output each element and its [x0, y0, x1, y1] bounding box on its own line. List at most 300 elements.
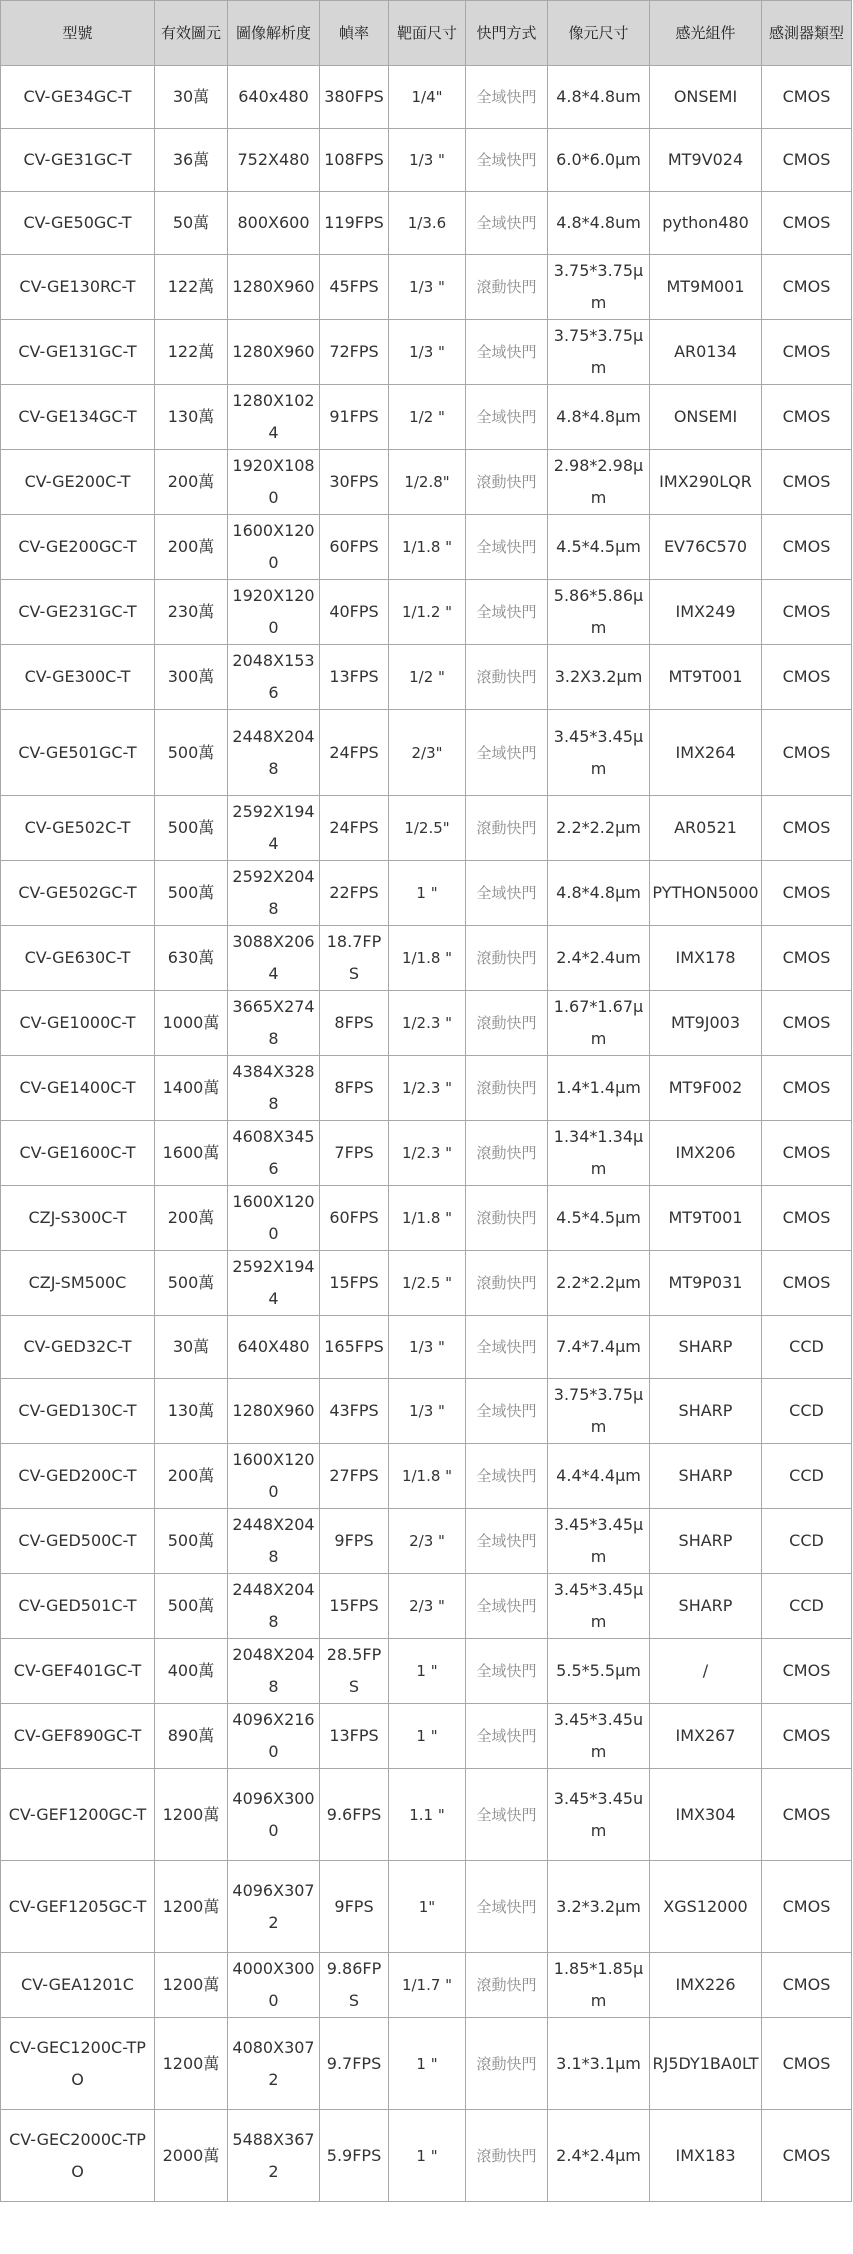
cell-sensor-type: CCD: [762, 1509, 852, 1574]
cell-sensor-format: 1/2.3 ": [389, 1121, 466, 1186]
cell-sensor: python480: [650, 192, 762, 255]
table-row: [1, 1056, 852, 1121]
cell-pixel-size: 1.34*1.34μm: [548, 1121, 650, 1186]
cell-pixels: 200萬: [155, 450, 228, 515]
cell-resolution: 4096X2160: [228, 1704, 320, 1769]
table-row: [1, 255, 852, 320]
cell-frame-rate: 108FPS: [320, 129, 389, 192]
cell-shutter: 滾動快門: [466, 1186, 548, 1251]
cell-sensor-format: 1 ": [389, 861, 466, 926]
cell-sensor: IMX249: [650, 580, 762, 645]
cell-model: CV-GEF1205GC-T: [1, 1861, 155, 1953]
cell-frame-rate: 72FPS: [320, 320, 389, 385]
cell-frame-rate: 60FPS: [320, 515, 389, 580]
cell-pixels: 500萬: [155, 1251, 228, 1316]
cell-shutter: 滾動快門: [466, 255, 548, 320]
cell-sensor: ONSEMI: [650, 66, 762, 129]
cell-sensor: MT9T001: [650, 645, 762, 710]
cell-sensor-format: 1/1.8 ": [389, 926, 466, 991]
cell-resolution: 2448X2048: [228, 1509, 320, 1574]
table-row: [1, 2018, 852, 2110]
cell-shutter: 全域快門: [466, 580, 548, 645]
cell-pixels: 400萬: [155, 1639, 228, 1704]
cell-sensor-type: CMOS: [762, 1953, 852, 2018]
table-body: [1, 66, 852, 2202]
cell-frame-rate: 22FPS: [320, 861, 389, 926]
cell-resolution: 2048X2048: [228, 1639, 320, 1704]
cell-sensor: MT9M001: [650, 255, 762, 320]
cell-shutter: 滾動快門: [466, 2018, 548, 2110]
cell-sensor: SHARP: [650, 1316, 762, 1379]
cell-sensor-format: 1/2.8": [389, 450, 466, 515]
cell-model: CV-GE502C-T: [1, 796, 155, 861]
cell-pixels: 500萬: [155, 710, 228, 796]
cell-resolution: 1920X1200: [228, 580, 320, 645]
cell-shutter: 全域快門: [466, 1316, 548, 1379]
cell-pixels: 122萬: [155, 255, 228, 320]
cell-model: CV-GEF890GC-T: [1, 1704, 155, 1769]
cell-pixels: 50萬: [155, 192, 228, 255]
cell-shutter: 全域快門: [466, 1509, 548, 1574]
cell-sensor-type: CMOS: [762, 861, 852, 926]
cell-pixel-size: 3.45*3.45μm: [548, 710, 650, 796]
cell-sensor-format: 1/4": [389, 66, 466, 129]
cell-pixels: 2000萬: [155, 2110, 228, 2202]
cell-frame-rate: 8FPS: [320, 1056, 389, 1121]
cell-pixels: 1400萬: [155, 1056, 228, 1121]
cell-sensor-format: 1/3.6: [389, 192, 466, 255]
cell-sensor: MT9F002: [650, 1056, 762, 1121]
table-row: [1, 710, 852, 796]
cell-pixel-size: 4.8*4.8um: [548, 192, 650, 255]
cell-frame-rate: 13FPS: [320, 645, 389, 710]
cell-resolution: 1600X1200: [228, 1444, 320, 1509]
cell-model: CV-GE1000C-T: [1, 991, 155, 1056]
cell-sensor-type: CMOS: [762, 66, 852, 129]
cell-pixel-size: 4.8*4.8μm: [548, 861, 650, 926]
cell-pixels: 130萬: [155, 385, 228, 450]
cell-model: CV-GED200C-T: [1, 1444, 155, 1509]
table-row: [1, 580, 852, 645]
cell-resolution: 1600X1200: [228, 1186, 320, 1251]
cell-resolution: 4384X3288: [228, 1056, 320, 1121]
cell-resolution: 2592X1944: [228, 796, 320, 861]
cell-frame-rate: 9.6FPS: [320, 1769, 389, 1861]
cell-resolution: 3088X2064: [228, 926, 320, 991]
cell-resolution: 3665X2748: [228, 991, 320, 1056]
cell-shutter: 全域快門: [466, 710, 548, 796]
cell-sensor-format: 1 ": [389, 1639, 466, 1704]
cell-frame-rate: 91FPS: [320, 385, 389, 450]
cell-pixel-size: 1.67*1.67μm: [548, 991, 650, 1056]
cell-pixel-size: 4.5*4.5μm: [548, 515, 650, 580]
cell-sensor-format: 1.1 ": [389, 1769, 466, 1861]
cell-sensor-type: CMOS: [762, 926, 852, 991]
cell-sensor-format: 1/2.5": [389, 796, 466, 861]
cell-model: CV-GED500C-T: [1, 1509, 155, 1574]
cell-frame-rate: 9FPS: [320, 1509, 389, 1574]
cell-sensor: XGS12000: [650, 1861, 762, 1953]
cell-shutter: 滾動快門: [466, 450, 548, 515]
cell-sensor-format: 1/2.3 ": [389, 1056, 466, 1121]
table-row: [1, 796, 852, 861]
table-header: [1, 1, 852, 66]
table-row: [1, 1769, 852, 1861]
cell-pixels: 1200萬: [155, 1769, 228, 1861]
cell-sensor-format: 1 ": [389, 2018, 466, 2110]
cell-sensor: MT9V024: [650, 129, 762, 192]
table-row: [1, 1251, 852, 1316]
cell-sensor-format: 1/2.5 ": [389, 1251, 466, 1316]
cell-shutter: 全域快門: [466, 515, 548, 580]
cell-shutter: 滾動快門: [466, 1953, 548, 2018]
cell-shutter: 全域快門: [466, 66, 548, 129]
cell-sensor-format: 1/1.8 ": [389, 1444, 466, 1509]
cell-sensor-type: CMOS: [762, 1186, 852, 1251]
cell-frame-rate: 119FPS: [320, 192, 389, 255]
cell-sensor: SHARP: [650, 1509, 762, 1574]
cell-model: CV-GEC1200C-TPO: [1, 2018, 155, 2110]
cell-model: CV-GEA1201C: [1, 1953, 155, 2018]
cell-pixel-size: 2.2*2.2μm: [548, 1251, 650, 1316]
cell-shutter: 滾動快門: [466, 1251, 548, 1316]
header-model: 型號: [1, 1, 155, 66]
cell-sensor-format: 1/1.7 ": [389, 1953, 466, 2018]
cell-shutter: 全域快門: [466, 1444, 548, 1509]
cell-shutter: 全域快門: [466, 1704, 548, 1769]
cell-sensor: IMX264: [650, 710, 762, 796]
cell-model: CV-GEF1200GC-T: [1, 1769, 155, 1861]
header-shutter: 快門方式: [466, 1, 548, 66]
cell-model: CV-GE501GC-T: [1, 710, 155, 796]
cell-sensor-type: CCD: [762, 1444, 852, 1509]
cell-pixel-size: 3.75*3.75μm: [548, 255, 650, 320]
cell-frame-rate: 9FPS: [320, 1861, 389, 1953]
cell-shutter: 滾動快門: [466, 1121, 548, 1186]
cell-sensor-format: 1/2.3 ": [389, 991, 466, 1056]
cell-pixel-size: 2.4*2.4μm: [548, 2110, 650, 2202]
cell-model: CV-GED130C-T: [1, 1379, 155, 1444]
cell-sensor-type: CMOS: [762, 645, 852, 710]
cell-pixel-size: 4.5*4.5μm: [548, 1186, 650, 1251]
cell-pixel-size: 3.45*3.45um: [548, 1704, 650, 1769]
cell-sensor-format: 2/3 ": [389, 1509, 466, 1574]
cell-pixel-size: 1.4*1.4μm: [548, 1056, 650, 1121]
cell-pixels: 630萬: [155, 926, 228, 991]
header-pixel-size: 像元尺寸: [548, 1, 650, 66]
cell-shutter: 滾動快門: [466, 1056, 548, 1121]
table-row: [1, 129, 852, 192]
cell-sensor-type: CMOS: [762, 515, 852, 580]
cell-resolution: 640X480: [228, 1316, 320, 1379]
cell-model: CV-GE231GC-T: [1, 580, 155, 645]
cell-resolution: 2048X1536: [228, 645, 320, 710]
cell-frame-rate: 5.9FPS: [320, 2110, 389, 2202]
cell-sensor-format: 2/3 ": [389, 1574, 466, 1639]
cell-resolution: 752X480: [228, 129, 320, 192]
cell-shutter: 全域快門: [466, 1574, 548, 1639]
header-row: [1, 1, 852, 66]
header-resolution: 圖像解析度: [228, 1, 320, 66]
cell-pixel-size: 4.8*4.8μm: [548, 385, 650, 450]
cell-pixels: 36萬: [155, 129, 228, 192]
cell-model: CV-GE31GC-T: [1, 129, 155, 192]
cell-resolution: 4000X3000: [228, 1953, 320, 2018]
cell-resolution: 4096X3072: [228, 1861, 320, 1953]
table-row: [1, 385, 852, 450]
cell-sensor-format: 1/2 ": [389, 385, 466, 450]
cell-frame-rate: 15FPS: [320, 1251, 389, 1316]
cell-sensor-type: CMOS: [762, 192, 852, 255]
cell-model: CV-GE1600C-T: [1, 1121, 155, 1186]
cell-frame-rate: 40FPS: [320, 580, 389, 645]
cell-frame-rate: 60FPS: [320, 1186, 389, 1251]
cell-frame-rate: 18.7FPS: [320, 926, 389, 991]
cell-pixel-size: 3.45*3.45um: [548, 1769, 650, 1861]
cell-model: CV-GED32C-T: [1, 1316, 155, 1379]
cell-shutter: 全域快門: [466, 1861, 548, 1953]
cell-sensor: SHARP: [650, 1379, 762, 1444]
cell-pixels: 1600萬: [155, 1121, 228, 1186]
cell-pixels: 122萬: [155, 320, 228, 385]
table-row: [1, 2110, 852, 2202]
cell-sensor-format: 2/3": [389, 710, 466, 796]
cell-sensor: SHARP: [650, 1444, 762, 1509]
cell-sensor: AR0134: [650, 320, 762, 385]
cell-sensor: SHARP: [650, 1574, 762, 1639]
cell-sensor: MT9P031: [650, 1251, 762, 1316]
table-row: [1, 1444, 852, 1509]
cell-model: CV-GE502GC-T: [1, 861, 155, 926]
cell-frame-rate: 43FPS: [320, 1379, 389, 1444]
cell-sensor: RJ5DY1BA0LT: [650, 2018, 762, 2110]
cell-pixels: 30萬: [155, 1316, 228, 1379]
cell-frame-rate: 15FPS: [320, 1574, 389, 1639]
cell-pixel-size: 2.98*2.98μm: [548, 450, 650, 515]
cell-frame-rate: 24FPS: [320, 710, 389, 796]
cell-sensor-type: CMOS: [762, 2018, 852, 2110]
cell-frame-rate: 7FPS: [320, 1121, 389, 1186]
cell-resolution: 2592X2048: [228, 861, 320, 926]
cell-pixel-size: 4.8*4.8um: [548, 66, 650, 129]
cell-resolution: 2448X2048: [228, 710, 320, 796]
table-row: [1, 1121, 852, 1186]
cell-sensor-format: 1/1.8 ": [389, 515, 466, 580]
cell-resolution: 2592X1944: [228, 1251, 320, 1316]
cell-shutter: 全域快門: [466, 385, 548, 450]
table-row: [1, 1704, 852, 1769]
cell-pixel-size: 3.75*3.75μm: [548, 1379, 650, 1444]
header-frame-rate: 幀率: [320, 1, 389, 66]
table-row: [1, 926, 852, 991]
cell-pixels: 200萬: [155, 1444, 228, 1509]
cell-sensor-format: 1/3 ": [389, 1316, 466, 1379]
cell-model: CV-GE50GC-T: [1, 192, 155, 255]
cell-sensor-type: CMOS: [762, 320, 852, 385]
cell-shutter: 全域快門: [466, 320, 548, 385]
cell-model: CV-GE34GC-T: [1, 66, 155, 129]
cell-shutter: 滾動快門: [466, 991, 548, 1056]
cell-pixels: 30萬: [155, 66, 228, 129]
cell-resolution: 800X600: [228, 192, 320, 255]
cell-model: CZJ-S300C-T: [1, 1186, 155, 1251]
cell-sensor: IMX206: [650, 1121, 762, 1186]
table-row: [1, 1316, 852, 1379]
cell-sensor-format: 1 ": [389, 2110, 466, 2202]
cell-pixel-size: 5.5*5.5μm: [548, 1639, 650, 1704]
cell-pixel-size: 5.86*5.86μm: [548, 580, 650, 645]
cell-pixel-size: 3.1*3.1μm: [548, 2018, 650, 2110]
cell-pixel-size: 3.45*3.45μm: [548, 1509, 650, 1574]
cell-resolution: 5488X3672: [228, 2110, 320, 2202]
table-row: [1, 1379, 852, 1444]
cell-model: CV-GEC2000C-TPO: [1, 2110, 155, 2202]
cell-sensor: PYTHON5000: [650, 861, 762, 926]
cell-pixels: 500萬: [155, 861, 228, 926]
cell-pixel-size: 4.4*4.4μm: [548, 1444, 650, 1509]
cell-sensor: IMX226: [650, 1953, 762, 2018]
cell-frame-rate: 9.7FPS: [320, 2018, 389, 2110]
cell-pixels: 300萬: [155, 645, 228, 710]
cell-sensor-type: CMOS: [762, 796, 852, 861]
cell-sensor-type: CMOS: [762, 385, 852, 450]
cell-sensor: MT9T001: [650, 1186, 762, 1251]
cell-sensor: IMX267: [650, 1704, 762, 1769]
cell-pixel-size: 2.4*2.4um: [548, 926, 650, 991]
cell-pixel-size: 2.2*2.2μm: [548, 796, 650, 861]
header-sensor-type: 感測器類型: [762, 1, 852, 66]
cell-frame-rate: 28.5FPS: [320, 1639, 389, 1704]
cell-sensor-type: CMOS: [762, 1056, 852, 1121]
cell-frame-rate: 380FPS: [320, 66, 389, 129]
cell-pixels: 230萬: [155, 580, 228, 645]
cell-pixel-size: 1.85*1.85μm: [548, 1953, 650, 2018]
cell-sensor-type: CMOS: [762, 1861, 852, 1953]
cell-resolution: 1280X960: [228, 320, 320, 385]
table-row: [1, 1953, 852, 2018]
cell-model: CV-GE200GC-T: [1, 515, 155, 580]
cell-resolution: 1920X1080: [228, 450, 320, 515]
cell-pixels: 1200萬: [155, 1861, 228, 1953]
cell-model: CV-GED501C-T: [1, 1574, 155, 1639]
cell-model: CV-GEF401GC-T: [1, 1639, 155, 1704]
table-row: [1, 645, 852, 710]
cell-sensor-type: CMOS: [762, 580, 852, 645]
cell-pixels: 1200萬: [155, 1953, 228, 2018]
cell-shutter: 滾動快門: [466, 926, 548, 991]
cell-frame-rate: 27FPS: [320, 1444, 389, 1509]
cell-pixels: 500萬: [155, 796, 228, 861]
header-pixels: 有效圖元: [155, 1, 228, 66]
cell-sensor-format: 1/3 ": [389, 1379, 466, 1444]
cell-frame-rate: 30FPS: [320, 450, 389, 515]
cell-model: CV-GE134GC-T: [1, 385, 155, 450]
cell-resolution: 1600X1200: [228, 515, 320, 580]
cell-pixels: 130萬: [155, 1379, 228, 1444]
table-row: [1, 861, 852, 926]
table-row: [1, 1574, 852, 1639]
cell-sensor-format: 1/2 ": [389, 645, 466, 710]
cell-sensor: MT9J003: [650, 991, 762, 1056]
cell-resolution: 4608X3456: [228, 1121, 320, 1186]
cell-sensor-type: CMOS: [762, 129, 852, 192]
cell-sensor-type: CCD: [762, 1379, 852, 1444]
cell-frame-rate: 45FPS: [320, 255, 389, 320]
header-sensor-format: 靶面尺寸: [389, 1, 466, 66]
cell-sensor-type: CMOS: [762, 255, 852, 320]
cell-sensor: EV76C570: [650, 515, 762, 580]
cell-sensor-type: CMOS: [762, 450, 852, 515]
cell-sensor-type: CMOS: [762, 1251, 852, 1316]
cell-sensor-type: CMOS: [762, 1121, 852, 1186]
table-row: [1, 192, 852, 255]
cell-pixels: 500萬: [155, 1574, 228, 1639]
cell-pixel-size: 3.45*3.45μm: [548, 1574, 650, 1639]
cell-frame-rate: 13FPS: [320, 1704, 389, 1769]
cell-sensor: IMX304: [650, 1769, 762, 1861]
cell-sensor-type: CMOS: [762, 1704, 852, 1769]
cell-resolution: 1280X960: [228, 255, 320, 320]
cell-sensor-type: CMOS: [762, 1639, 852, 1704]
cell-frame-rate: 24FPS: [320, 796, 389, 861]
table-row: [1, 1186, 852, 1251]
cell-shutter: 全域快門: [466, 192, 548, 255]
cell-sensor-format: 1/1.2 ": [389, 580, 466, 645]
cell-pixel-size: 3.2*3.2μm: [548, 1861, 650, 1953]
cell-sensor-format: 1 ": [389, 1704, 466, 1769]
cell-sensor-type: CMOS: [762, 1769, 852, 1861]
cell-pixel-size: 6.0*6.0μm: [548, 129, 650, 192]
cell-resolution: 4080X3072: [228, 2018, 320, 2110]
table-row: [1, 1639, 852, 1704]
cell-pixel-size: 3.2X3.2μm: [548, 645, 650, 710]
cell-sensor: IMX178: [650, 926, 762, 991]
table-row: [1, 991, 852, 1056]
cell-pixel-size: 7.4*7.4μm: [548, 1316, 650, 1379]
cell-shutter: 全域快門: [466, 1639, 548, 1704]
cell-frame-rate: 9.86FPS: [320, 1953, 389, 2018]
cell-pixel-size: 3.75*3.75μm: [548, 320, 650, 385]
cell-sensor-type: CCD: [762, 1316, 852, 1379]
cell-resolution: 1280X1024: [228, 385, 320, 450]
header-sensor: 感光組件: [650, 1, 762, 66]
cell-sensor-format: 1/3 ": [389, 255, 466, 320]
cell-frame-rate: 8FPS: [320, 991, 389, 1056]
cell-shutter: 全域快門: [466, 1769, 548, 1861]
cell-shutter: 滾動快門: [466, 2110, 548, 2202]
table-row: [1, 450, 852, 515]
cell-sensor: IMX183: [650, 2110, 762, 2202]
cell-sensor-format: 1": [389, 1861, 466, 1953]
cell-frame-rate: 165FPS: [320, 1316, 389, 1379]
cell-resolution: 4096X3000: [228, 1769, 320, 1861]
cell-model: CV-GE630C-T: [1, 926, 155, 991]
cell-resolution: 2448X2048: [228, 1574, 320, 1639]
cell-sensor: IMX290LQR: [650, 450, 762, 515]
cell-sensor-type: CMOS: [762, 991, 852, 1056]
table-row: [1, 66, 852, 129]
cell-sensor-format: 1/1.8 ": [389, 1186, 466, 1251]
cell-model: CV-GE131GC-T: [1, 320, 155, 385]
cell-sensor: /: [650, 1639, 762, 1704]
table-row: [1, 515, 852, 580]
cell-resolution: 1280X960: [228, 1379, 320, 1444]
cell-resolution: 640x480: [228, 66, 320, 129]
cell-model: CV-GE200C-T: [1, 450, 155, 515]
cell-model: CV-GE300C-T: [1, 645, 155, 710]
cell-pixels: 1000萬: [155, 991, 228, 1056]
cell-pixels: 500萬: [155, 1509, 228, 1574]
